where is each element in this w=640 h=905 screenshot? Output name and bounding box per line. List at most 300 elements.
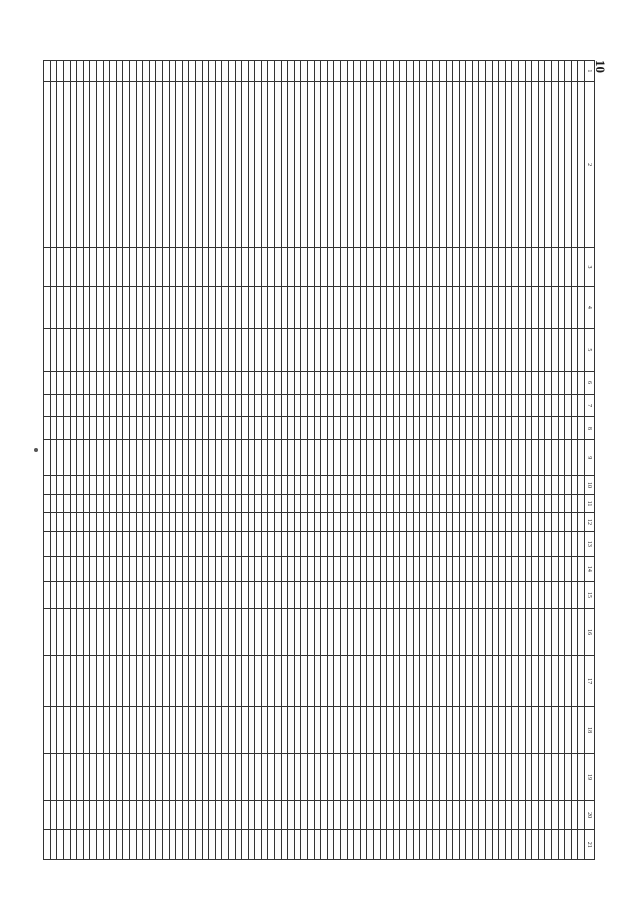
table-cell [453,394,460,417]
table-cell [110,248,117,286]
table-cell [519,440,526,476]
table-row [182,61,189,860]
table-cell [413,329,420,372]
table-cell [156,286,163,329]
table-cell [301,494,308,513]
table-cell [202,531,209,556]
table-cell [374,754,381,801]
table-cell [235,394,242,417]
table-cell [90,707,97,754]
table-cell [446,329,453,372]
table-cell [50,417,57,440]
table-cell [426,417,433,440]
table-cell [354,329,361,372]
table-cell [156,248,163,286]
table-cell [222,800,229,829]
table-cell [479,581,486,608]
table-cell [130,286,137,329]
table-cell [97,609,104,656]
table-cell [571,494,578,513]
table-cell [420,371,427,394]
table-cell [288,81,295,248]
table-cell [90,800,97,829]
table-cell [393,61,400,82]
table-cell [453,286,460,329]
table-cell [512,609,519,656]
table-cell [406,656,413,707]
table-cell [538,494,545,513]
table-cell [235,440,242,476]
table-cell [182,248,189,286]
table-cell [255,494,262,513]
table-row [367,61,374,860]
table-cell [116,81,123,248]
table-cell [116,371,123,394]
table-cell [367,531,374,556]
table-cell [50,61,57,82]
table-cell [347,707,354,754]
table-cell [288,830,295,860]
table-cell [288,531,295,556]
table-cell [90,417,97,440]
table-cell [519,581,526,608]
table-row [472,61,479,860]
table-cell [387,531,394,556]
table-cell [413,394,420,417]
table-cell [387,371,394,394]
table-cell [505,609,512,656]
table-cell [116,417,123,440]
table-cell [215,371,222,394]
table-cell [235,476,242,495]
table-cell [103,830,110,860]
table-row [44,61,51,860]
table-cell [83,61,90,82]
table-cell [354,531,361,556]
table-cell [275,248,282,286]
table-cell [209,494,216,513]
table-cell [374,476,381,495]
table-cell [558,417,565,440]
table-cell [70,494,77,513]
table-cell [268,656,275,707]
table-cell [235,754,242,801]
table-cell [110,329,117,372]
table-cell [387,329,394,372]
table-cell [486,371,493,394]
table-cell [301,371,308,394]
table-cell [374,513,381,532]
table-row [70,61,77,860]
table-cell [123,754,130,801]
table-cell [136,371,143,394]
table-cell [255,656,262,707]
table-cell [169,440,176,476]
table-cell [347,371,354,394]
table-cell [143,800,150,829]
table-cell [552,609,559,656]
table-cell [433,494,440,513]
table-cell [149,556,156,581]
table-cell [519,476,526,495]
table-cell [228,476,235,495]
table-cell [156,830,163,860]
table-cell [281,830,288,860]
table-cell [275,417,282,440]
table-cell [426,513,433,532]
table-cell [248,417,255,440]
table-cell [228,609,235,656]
table-cell [334,556,341,581]
table-cell [393,656,400,707]
table-cell [97,248,104,286]
table-cell [77,371,84,394]
table-cell [83,609,90,656]
table-cell [301,61,308,82]
table-cell [90,286,97,329]
table-cell [248,371,255,394]
table-cell [149,531,156,556]
table-cell [130,494,137,513]
table-cell [492,417,499,440]
table-cell [334,394,341,417]
table-cell [426,609,433,656]
table-cell [426,476,433,495]
table-cell [466,476,473,495]
table-cell [130,371,137,394]
table-cell [163,440,170,476]
table-cell [380,286,387,329]
table-cell [538,329,545,372]
table-cell [446,513,453,532]
table-cell [413,81,420,248]
table-cell [143,476,150,495]
table-cell [486,329,493,372]
table-cell [374,581,381,608]
table-cell [149,81,156,248]
table-cell [360,656,367,707]
table-cell [327,248,334,286]
table-cell [413,440,420,476]
table-row [439,61,446,860]
table-cell [169,609,176,656]
table-cell [248,440,255,476]
table-cell [189,656,196,707]
table-cell [472,513,479,532]
table-cell [420,581,427,608]
table-cell [103,707,110,754]
table-cell [426,286,433,329]
table-cell [453,513,460,532]
table-cell [380,61,387,82]
table-cell [195,556,202,581]
table-cell [149,513,156,532]
table-cell [195,417,202,440]
table-cell [492,609,499,656]
table-cell [57,417,64,440]
table-cell [439,248,446,286]
table-cell [222,754,229,801]
table-cell [393,417,400,440]
table-cell [499,556,506,581]
table-cell [130,329,137,372]
table-cell [189,531,196,556]
table-cell [334,329,341,372]
table-cell [149,417,156,440]
table-cell [64,581,71,608]
table-cell [70,417,77,440]
table-cell [505,531,512,556]
table-cell [545,656,552,707]
table-cell [341,556,348,581]
table-cell [103,513,110,532]
table-cell [248,581,255,608]
table-cell [439,440,446,476]
table-cell [380,81,387,248]
table-cell [558,440,565,476]
table-cell [202,513,209,532]
table-cell [294,494,301,513]
table-cell [44,81,51,248]
table-cell [288,476,295,495]
table-cell [525,440,532,476]
table-cell [406,61,413,82]
table-cell [400,494,407,513]
table-cell [294,800,301,829]
table-cell [492,248,499,286]
table-cell [479,494,486,513]
table-cell [77,581,84,608]
table-cell [268,417,275,440]
table-cell [360,476,367,495]
table-cell [301,286,308,329]
table-cell [189,830,196,860]
table-cell [242,494,249,513]
table-cell [242,513,249,532]
table-cell [459,707,466,754]
table-cell [57,371,64,394]
table-cell [512,440,519,476]
table-cell [571,329,578,372]
table-cell [525,581,532,608]
table-cell [360,513,367,532]
table-cell [406,417,413,440]
table-cell [143,440,150,476]
table-cell [367,440,374,476]
table-cell [149,248,156,286]
table-cell [354,394,361,417]
table-cell [400,394,407,417]
table-cell [472,440,479,476]
table-cell [189,800,196,829]
table-cell [578,609,585,656]
table-cell [578,417,585,440]
table-cell [525,800,532,829]
table-cell [374,707,381,754]
table-cell [466,609,473,656]
table-cell [261,394,268,417]
table-cell [519,61,526,82]
table-cell [492,371,499,394]
table-cell [103,286,110,329]
table-cell [327,707,334,754]
table-cell [532,830,539,860]
table-cell [354,513,361,532]
table-row [189,61,196,860]
table-cell [202,656,209,707]
table-cell [209,81,216,248]
table-cell [393,513,400,532]
table-cell [453,494,460,513]
column-number-header: 20 [585,800,595,829]
table-cell [116,248,123,286]
table-cell [334,656,341,707]
table-cell [406,609,413,656]
table-cell [281,440,288,476]
table-cell [136,440,143,476]
table-cell [512,581,519,608]
table-cell [545,329,552,372]
table-cell [565,556,572,581]
table-cell [459,440,466,476]
table-cell [439,707,446,754]
table-cell [44,513,51,532]
table-row [195,61,202,860]
table-cell [255,286,262,329]
table-cell [123,830,130,860]
table-cell [169,394,176,417]
table-row [130,61,137,860]
table-cell [288,494,295,513]
table-cell [380,513,387,532]
table-cell [420,494,427,513]
table-cell [222,417,229,440]
table-cell [571,513,578,532]
table-cell [334,476,341,495]
table-cell [294,531,301,556]
table-cell [149,656,156,707]
table-cell [453,754,460,801]
table-cell [505,494,512,513]
table-cell [459,531,466,556]
table-cell [228,394,235,417]
table-cell [44,476,51,495]
table-cell [301,394,308,417]
table-row [446,61,453,860]
table-cell [571,707,578,754]
table-cell [367,513,374,532]
table-cell [110,656,117,707]
table-cell [439,371,446,394]
table-cell [459,830,466,860]
table-cell [525,531,532,556]
table-cell [367,417,374,440]
table-cell [57,440,64,476]
table-cell [77,754,84,801]
table-cell [327,531,334,556]
table-cell [525,656,532,707]
table-cell [215,286,222,329]
table-cell [420,329,427,372]
table-cell [420,417,427,440]
table-cell [308,371,315,394]
table-cell [341,531,348,556]
table-cell [143,417,150,440]
table-cell [532,800,539,829]
table-cell [176,494,183,513]
table-cell [57,800,64,829]
table-cell [387,707,394,754]
table-cell [44,531,51,556]
table-cell [538,61,545,82]
table-cell [426,394,433,417]
table-cell [492,440,499,476]
table-cell [294,61,301,82]
table-cell [242,556,249,581]
table-cell [189,371,196,394]
table-cell [525,417,532,440]
table-cell [525,329,532,372]
table-cell [552,476,559,495]
table-cell [176,440,183,476]
table-cell [532,61,539,82]
table-cell [545,754,552,801]
table-cell [176,81,183,248]
table-cell [433,394,440,417]
table-cell [367,494,374,513]
table-cell [433,581,440,608]
table-cell [347,476,354,495]
table-cell [321,800,328,829]
table-cell [116,440,123,476]
table-cell [387,513,394,532]
table-cell [281,609,288,656]
table-cell [499,417,506,440]
table-cell [545,476,552,495]
table-cell [525,371,532,394]
table-cell [261,609,268,656]
table-cell [334,581,341,608]
table-cell [156,609,163,656]
table-cell [294,248,301,286]
table-cell [400,800,407,829]
table-cell [393,371,400,394]
table-cell [261,707,268,754]
table-cell [492,513,499,532]
table-cell [426,531,433,556]
table-cell [413,707,420,754]
table-cell [413,476,420,495]
table-cell [380,656,387,707]
table-cell [413,248,420,286]
table-cell [505,513,512,532]
table-cell [275,81,282,248]
table-cell [176,656,183,707]
table-cell [347,513,354,532]
table-cell [77,440,84,476]
table-cell [578,476,585,495]
table-cell [406,531,413,556]
table-cell [426,581,433,608]
table-cell [433,81,440,248]
table-cell [387,494,394,513]
table-cell [327,417,334,440]
table-cell [83,531,90,556]
table-cell [446,494,453,513]
table-cell [505,707,512,754]
table-cell [176,707,183,754]
table-cell [64,754,71,801]
